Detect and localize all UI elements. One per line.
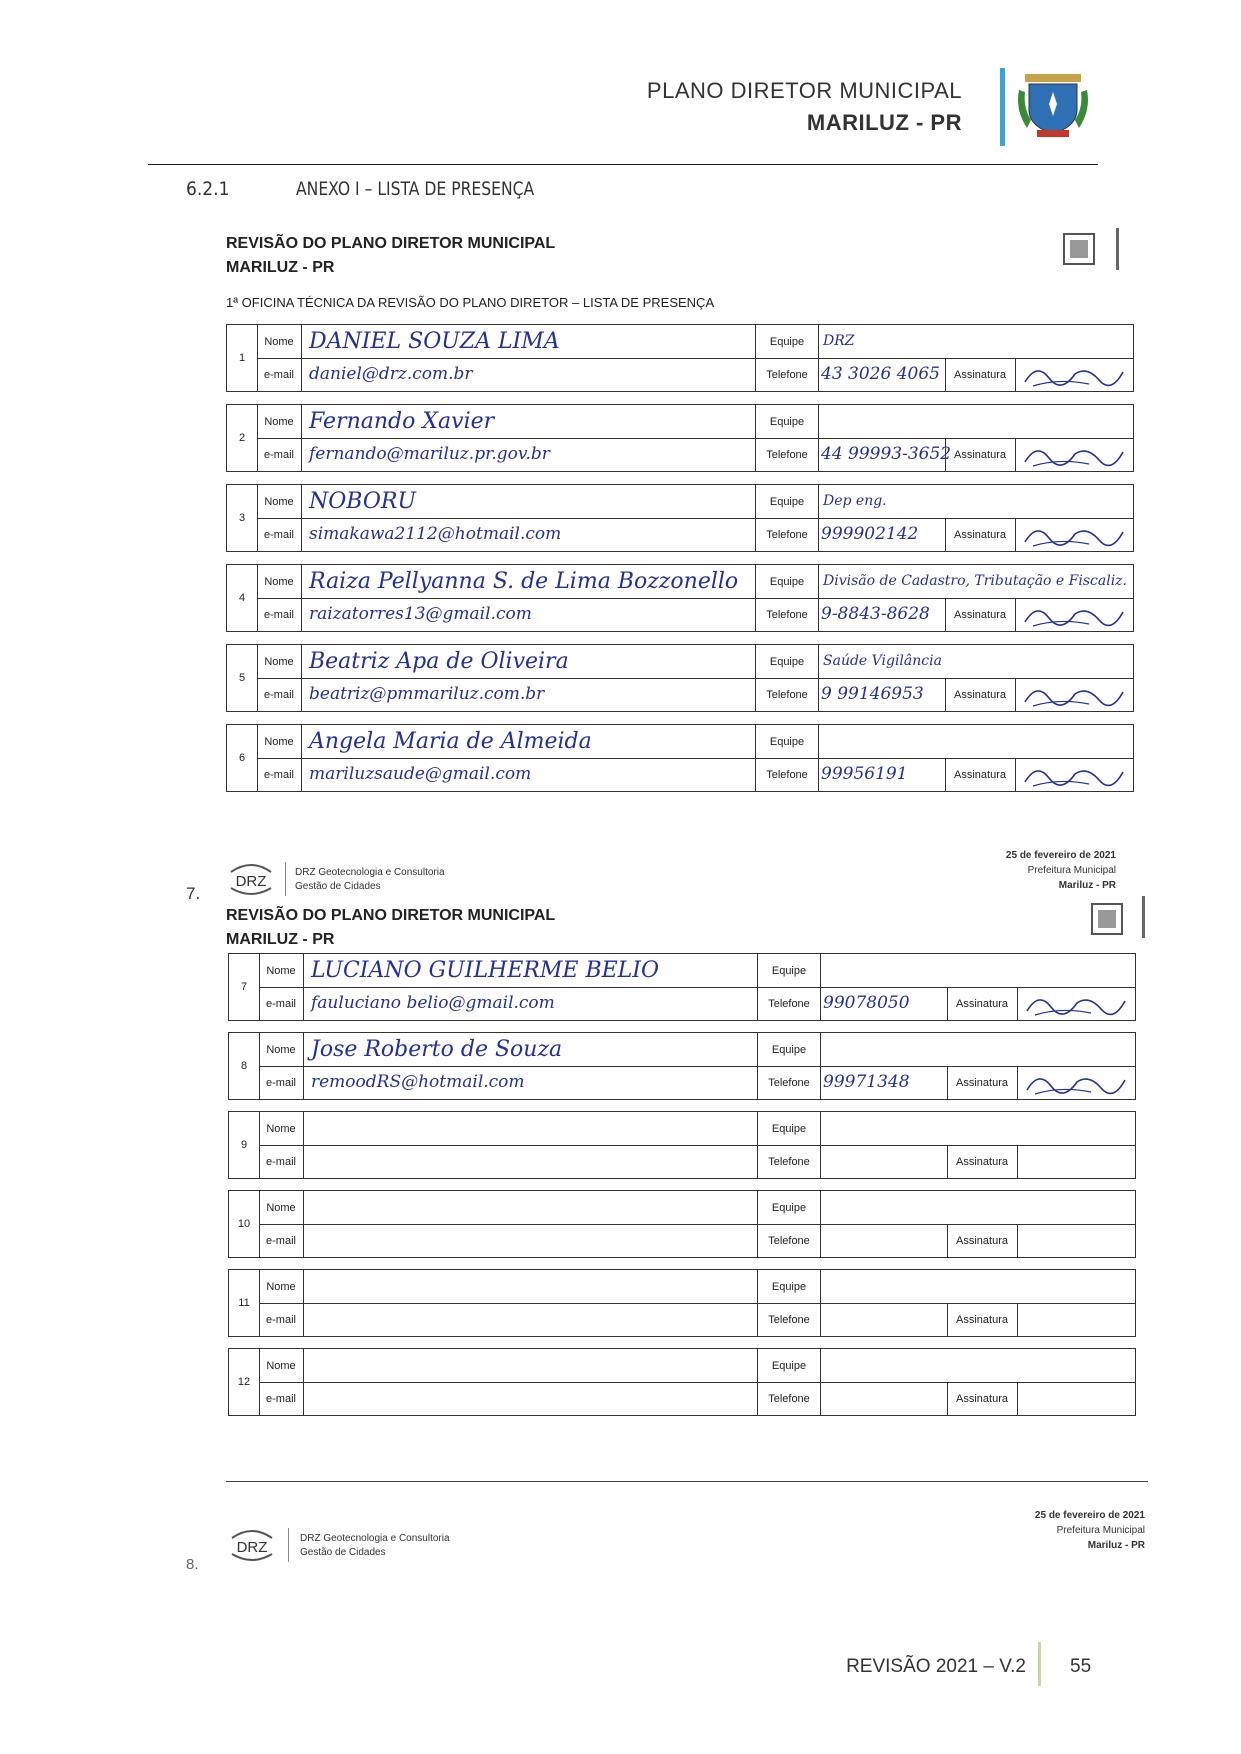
nome-field (301, 405, 755, 439)
equipe-value: Dep eng. (823, 493, 887, 509)
telefone-value: 999902142 (821, 524, 919, 544)
handwritten-signature-icon (1017, 987, 1135, 1021)
assinatura-label: Assinatura (947, 1382, 1018, 1415)
telefone-value: 99956191 (821, 764, 908, 784)
attendance-entry (228, 1269, 1136, 1337)
email-field (301, 518, 755, 551)
email-label: e-mail (259, 1066, 304, 1099)
telefone-label: Telefone (755, 358, 819, 391)
attendance-entry (226, 324, 1134, 392)
nome-label: Nome (259, 1112, 304, 1146)
attendance-entry (226, 724, 1134, 792)
equipe-field (817, 405, 1133, 439)
email-label: e-mail (259, 1303, 304, 1336)
entry-number: 3 (227, 485, 258, 551)
signature-field (1017, 1224, 1135, 1257)
assinatura-label: Assinatura (947, 1303, 1018, 1336)
drz-company-text (300, 1532, 450, 1560)
municipal-crest-icon (1015, 70, 1091, 140)
header-title: PLANO DIRETOR MUNICIPAL (646, 78, 962, 103)
email-label: e-mail (257, 758, 302, 791)
signature-field (1015, 678, 1133, 711)
attendance-entry (226, 404, 1134, 472)
telefone-label: Telefone (757, 1145, 821, 1178)
nome-label: Nome (257, 405, 302, 439)
email-value: raizatorres13@gmail.com (309, 604, 532, 624)
drz-company-line2: Gestão de Cidades (295, 881, 381, 892)
assinatura-label: Assinatura (945, 518, 1016, 551)
svg-text:DRZ: DRZ (235, 873, 267, 890)
attendance-entry (228, 1032, 1136, 1100)
email-label: e-mail (259, 1224, 304, 1257)
footer-revision: REVISÃO 2021 – V.2 (846, 1656, 1026, 1677)
drz-separator (285, 862, 286, 896)
telefone-field (819, 1224, 948, 1257)
nome-field (301, 485, 755, 519)
nome-field (303, 1191, 757, 1225)
nome-field (301, 565, 755, 599)
telefone-field (817, 758, 946, 791)
footer-separator (1038, 1642, 1041, 1686)
telefone-value: 99971348 (823, 1072, 910, 1092)
email-label: e-mail (259, 1382, 304, 1415)
assinatura-label: Assinatura (947, 1224, 1018, 1257)
telefone-label: Telefone (757, 1303, 821, 1336)
scan2-title-line2: MARILUZ - PR (226, 931, 335, 948)
telefone-label: Telefone (757, 1382, 821, 1415)
equipe-label: Equipe (755, 485, 819, 519)
equipe-label: Equipe (757, 1270, 821, 1304)
telefone-field (817, 598, 946, 631)
assinatura-label: Assinatura (947, 987, 1018, 1020)
scan1-date-block (1006, 848, 1116, 893)
equipe-field (817, 485, 1133, 519)
nome-field (303, 1112, 757, 1146)
telefone-label: Telefone (757, 1224, 821, 1257)
nome-label: Nome (257, 485, 302, 519)
equipe-label: Equipe (755, 645, 819, 679)
email-value: fauluciano belio@gmail.com (311, 993, 555, 1013)
equipe-value: DRZ (823, 333, 855, 349)
nome-field (301, 645, 755, 679)
scan1-date: 25 de fevereiro de 2021 (1005, 850, 1116, 861)
entry-number: 2 (227, 405, 258, 471)
scan1-header-bar (1116, 228, 1119, 270)
email-field (301, 438, 755, 471)
equipe-field (817, 725, 1133, 759)
equipe-label: Equipe (757, 1112, 821, 1146)
entry-number: 9 (229, 1112, 260, 1178)
equipe-label: Equipe (755, 405, 819, 439)
nome-field (301, 325, 755, 359)
equipe-label: Equipe (757, 1033, 821, 1067)
email-label: e-mail (257, 598, 302, 631)
email-field (301, 358, 755, 391)
assinatura-label: Assinatura (945, 598, 1016, 631)
attendance-entry (228, 1190, 1136, 1258)
section-title: ANEXO I – LISTA DE PRESENÇA (296, 178, 535, 200)
scan1-title-line1: REVISÃO DO PLANO DIRETOR MUNICIPAL (226, 235, 556, 252)
email-field (303, 1145, 757, 1178)
nome-label: Nome (259, 1349, 304, 1383)
email-field (301, 598, 755, 631)
email-label: e-mail (257, 438, 302, 471)
nome-value: Fernando Xavier (309, 409, 495, 434)
scan2-title-line1: REVISÃO DO PLANO DIRETOR MUNICIPAL (226, 907, 556, 924)
telefone-field (817, 518, 946, 551)
scan2-bottom-rule (226, 1481, 1148, 1482)
email-value: fernando@mariluz.pr.gov.br (309, 444, 550, 464)
drz-company-text (295, 866, 445, 894)
signature-field (1017, 987, 1135, 1020)
entry-number: 12 (229, 1349, 260, 1415)
entry-number: 11 (229, 1270, 260, 1336)
nome-field (303, 1349, 757, 1383)
attendance-entry (226, 484, 1134, 552)
nome-label: Nome (257, 645, 302, 679)
drz-company-line1: DRZ Geotecnologia e Consultoria (300, 1533, 450, 1544)
drz-company-line1: DRZ Geotecnologia e Consultoria (295, 867, 445, 878)
handwritten-signature-icon (1015, 358, 1133, 392)
nome-label: Nome (259, 1270, 304, 1304)
email-value: beatriz@pmmariluz.com.br (309, 684, 545, 704)
attendance-entry (228, 1348, 1136, 1416)
signature-field (1015, 518, 1133, 551)
email-label: e-mail (259, 1145, 304, 1178)
nome-value: Beatriz Apa de Oliveira (309, 649, 569, 674)
assinatura-label: Assinatura (945, 758, 1016, 791)
telefone-value: 43 3026 4065 (821, 364, 940, 384)
telefone-field (817, 438, 952, 471)
nome-label: Nome (259, 954, 304, 988)
telefone-label: Telefone (755, 598, 819, 631)
assinatura-label: Assinatura (947, 1145, 1018, 1178)
svg-text:DRZ: DRZ (236, 1539, 268, 1556)
scan1-prefeitura: Prefeitura Municipal (1027, 865, 1116, 876)
nome-value: Raiza Pellyanna S. de Lima Bozzonello (309, 569, 739, 594)
nome-value: DANIEL SOUZA LIMA (309, 329, 560, 354)
telefone-value: 99078050 (823, 993, 910, 1013)
email-value: simakawa2112@hotmail.com (309, 524, 562, 544)
entry-number: 5 (227, 645, 258, 711)
signature-field (1017, 1066, 1135, 1099)
email-field (301, 758, 755, 791)
equipe-value: Saúde Vigilância (823, 653, 942, 669)
telefone-label: Telefone (757, 987, 821, 1020)
telefone-field (819, 1145, 948, 1178)
scan2-date: 25 de fevereiro de 2021 (1034, 1510, 1145, 1521)
nome-field (303, 954, 757, 988)
assinatura-label: Assinatura (945, 358, 1016, 391)
nome-label: Nome (257, 725, 302, 759)
signature-field (1015, 358, 1133, 391)
nome-label: Nome (257, 565, 302, 599)
equipe-label: Equipe (757, 954, 821, 988)
telefone-field (819, 1066, 948, 1099)
attendance-entry (226, 644, 1134, 712)
email-field (303, 987, 757, 1020)
entry-number: 4 (227, 565, 258, 631)
nome-value: Angela Maria de Almeida (309, 729, 592, 754)
scan2-city: Mariluz - PR (1087, 1540, 1145, 1551)
signature-field (1017, 1145, 1135, 1178)
item-number-8: 8. (186, 1556, 199, 1573)
section-number: 6.2.1 (186, 178, 230, 200)
telefone-label: Telefone (755, 758, 819, 791)
telefone-label: Telefone (755, 518, 819, 551)
equipe-field (819, 1112, 1135, 1146)
entry-number: 1 (227, 325, 258, 391)
header-accent-bar (1000, 68, 1005, 146)
nome-field (303, 1270, 757, 1304)
telefone-field (817, 358, 946, 391)
telefone-label: Telefone (755, 678, 819, 711)
scan2-header-bar (1142, 896, 1145, 938)
telefone-value: 9-8843-8628 (821, 604, 930, 624)
nome-value: Jose Roberto de Souza (311, 1037, 563, 1062)
assinatura-label: Assinatura (947, 1066, 1018, 1099)
handwritten-signature-icon (1015, 518, 1133, 552)
scan1-crest-icon (1060, 230, 1098, 268)
equipe-field (819, 1033, 1135, 1067)
oficina-title: 1ª OFICINA TÉCNICA DA REVISÃO DO PLANO DIRETOR – LISTA DE PRESENÇA (226, 295, 715, 310)
telefone-field (819, 1382, 948, 1415)
scan1-city: Mariluz - PR (1058, 880, 1116, 891)
nome-label: Nome (259, 1033, 304, 1067)
nome-label: Nome (259, 1191, 304, 1225)
telefone-label: Telefone (757, 1066, 821, 1099)
signature-field (1015, 438, 1133, 471)
signature-field (1015, 598, 1133, 631)
handwritten-signature-icon (1015, 678, 1133, 712)
entry-number: 7 (229, 954, 260, 1020)
assinatura-label: Assinatura (945, 678, 1016, 711)
signature-field (1015, 758, 1133, 791)
email-value: mariluzsaude@gmail.com (309, 764, 532, 784)
signature-field (1017, 1303, 1135, 1336)
handwritten-signature-icon (1017, 1066, 1135, 1100)
footer-page-number: 55 (1070, 1656, 1092, 1677)
equipe-label: Equipe (757, 1349, 821, 1383)
handwritten-signature-icon (1015, 438, 1133, 472)
nome-label: Nome (257, 325, 302, 359)
scan2-crest-icon (1088, 900, 1126, 938)
header-subtitle: MARILUZ - PR (806, 110, 962, 135)
equipe-label: Equipe (757, 1191, 821, 1225)
entry-number: 10 (229, 1191, 260, 1257)
equipe-field (819, 1349, 1135, 1383)
equipe-label: Equipe (755, 725, 819, 759)
nome-value: LUCIANO GUILHERME BELIO (311, 958, 660, 983)
equipe-value: Divisão de Cadastro, Tributação e Fiscaliz. (823, 573, 1128, 589)
entry-number: 8 (229, 1033, 260, 1099)
email-field (301, 678, 755, 711)
equipe-label: Equipe (755, 565, 819, 599)
item-number-7: 7. (186, 884, 201, 903)
assinatura-label: Assinatura (945, 438, 1016, 471)
equipe-field (819, 1270, 1135, 1304)
equipe-label: Equipe (755, 325, 819, 359)
drz-separator (288, 1528, 289, 1562)
attendance-entry (228, 1111, 1136, 1179)
equipe-field (817, 325, 1133, 359)
handwritten-signature-icon (1015, 598, 1133, 632)
telefone-field (819, 987, 948, 1020)
drz-company-line2: Gestão de Cidades (300, 1547, 386, 1558)
nome-field (301, 725, 755, 759)
email-label: e-mail (259, 987, 304, 1020)
telefone-value: 44 99993-3652 (821, 444, 952, 464)
telefone-value: 9 99146953 (821, 684, 924, 704)
entry-number: 6 (227, 725, 258, 791)
drz-logo-icon (225, 862, 277, 896)
equipe-field (819, 954, 1135, 988)
scan1-title-line2: MARILUZ - PR (226, 259, 335, 276)
email-value: remoodRS@hotmail.com (311, 1072, 525, 1092)
email-field (303, 1224, 757, 1257)
header-rule (148, 164, 1098, 165)
email-value: daniel@drz.com.br (309, 364, 473, 384)
email-field (303, 1303, 757, 1336)
nome-field (303, 1033, 757, 1067)
telefone-field (819, 1303, 948, 1336)
email-label: e-mail (257, 678, 302, 711)
handwritten-signature-icon (1015, 758, 1133, 792)
equipe-field (817, 565, 1133, 599)
email-label: e-mail (257, 518, 302, 551)
equipe-field (819, 1191, 1135, 1225)
equipe-field (817, 645, 1133, 679)
telefone-field (817, 678, 946, 711)
signature-field (1017, 1382, 1135, 1415)
telefone-label: Telefone (755, 438, 819, 471)
scan2-date-block (1035, 1508, 1145, 1553)
email-field (303, 1066, 757, 1099)
scan2-prefeitura: Prefeitura Municipal (1056, 1525, 1145, 1536)
attendance-entry (226, 564, 1134, 632)
email-label: e-mail (257, 358, 302, 391)
drz-logo-icon (226, 1528, 278, 1562)
attendance-entry (228, 953, 1136, 1021)
email-field (303, 1382, 757, 1415)
nome-value: NOBORU (309, 489, 417, 514)
